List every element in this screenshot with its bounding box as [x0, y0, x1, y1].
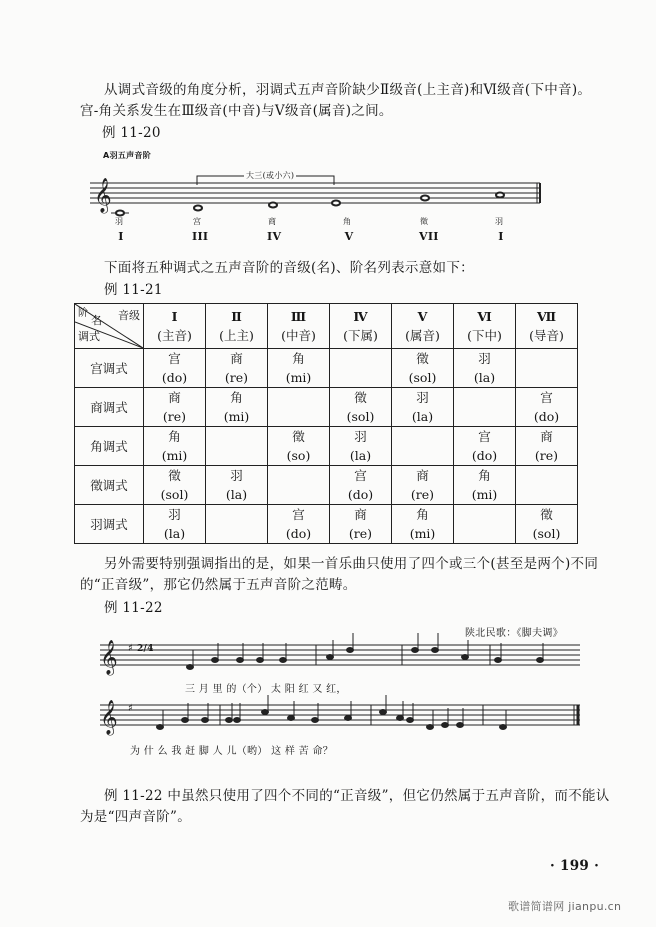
scale-step-cell — [144, 427, 206, 466]
note-head — [347, 648, 354, 653]
degree-numeral: Ⅶ — [536, 309, 557, 324]
scale-degree: I — [118, 230, 124, 243]
scale-step-cell — [392, 388, 454, 427]
time-signature: 2/4 — [137, 644, 154, 654]
step-name: 商 — [416, 468, 429, 483]
solfege: (mi) — [223, 409, 250, 424]
example-label: 例 11-21 — [104, 282, 163, 298]
solfege: (mi) — [409, 526, 436, 541]
scale-step-cell — [454, 505, 516, 544]
note-head — [457, 723, 464, 728]
note-head — [327, 655, 334, 660]
degree-function: (上主) — [219, 328, 254, 343]
example-label: 例 11-20 — [102, 125, 161, 141]
solfege: (do) — [285, 526, 312, 541]
solfege: (re) — [162, 409, 187, 424]
scale-step-cell — [392, 466, 454, 505]
step-name: 宫 — [168, 351, 181, 366]
scale-step-cell — [392, 427, 454, 466]
solfege: (re) — [224, 370, 249, 385]
step-name: 宫 — [540, 390, 553, 405]
scale-step-cell — [144, 349, 206, 388]
paragraph-1-line-1: 从调式音级的角度分析，羽调式五声音阶缺少Ⅱ级音(上主音)和Ⅵ级音(下中音)。 — [104, 82, 592, 98]
degree-header-cell — [330, 304, 392, 349]
scale-step-cell — [392, 505, 454, 544]
mode-name-cell: 角调式 — [75, 427, 144, 466]
note-head — [288, 716, 295, 721]
degree-numeral: Ⅵ — [477, 309, 492, 324]
scale-degree: III — [192, 230, 209, 243]
step-name: 商 — [354, 507, 367, 522]
step-name: 商 — [168, 390, 181, 405]
svg-text:𝄞: 𝄞 — [100, 700, 118, 735]
scale-step-cell — [516, 427, 578, 466]
scale-step-cell — [206, 466, 268, 505]
solfege: (do) — [161, 370, 188, 385]
note-head — [312, 718, 319, 723]
watermark: 歌谱简谱网 jianpu.cn — [508, 900, 622, 913]
scale-step-cell — [330, 505, 392, 544]
note-head — [182, 718, 189, 723]
note-head — [407, 718, 414, 723]
svg-text:𝄞: 𝄞 — [94, 178, 112, 213]
mode-degree-table — [74, 303, 578, 544]
corner-label: 调式 — [78, 330, 100, 343]
step-name: 徵 — [416, 351, 429, 366]
svg-text:𝄞: 𝄞 — [100, 640, 118, 675]
table-row — [75, 505, 578, 544]
note-head — [187, 665, 194, 670]
degree-numeral: Ⅰ — [171, 309, 178, 324]
scale-step-cell — [516, 388, 578, 427]
step-name: 徵 — [354, 390, 367, 405]
degree-header-cell — [268, 304, 330, 349]
svg-text:♯: ♯ — [128, 643, 133, 654]
solfege: (la) — [225, 487, 248, 502]
scale-step-cell — [206, 427, 268, 466]
scale-degree: IV — [267, 230, 282, 243]
table-row — [75, 388, 578, 427]
scale-step-cell — [330, 466, 392, 505]
solfege: (re) — [534, 448, 559, 463]
degree-function: (主音) — [157, 328, 192, 343]
scale-note-name: 徵 — [420, 217, 429, 226]
note-head — [495, 658, 502, 663]
degree-header-cell — [206, 304, 268, 349]
scale-step-cell — [268, 466, 330, 505]
table-row — [75, 466, 578, 505]
solfege: (do) — [533, 409, 560, 424]
step-name: 商 — [230, 351, 243, 366]
solfege: (sol) — [408, 370, 437, 385]
mode-name-cell: 羽调式 — [75, 505, 144, 544]
solfege: (do) — [471, 448, 498, 463]
step-name: 徵 — [292, 429, 305, 444]
step-name: 角 — [416, 507, 429, 522]
table-row — [75, 349, 578, 388]
corner-label: 阶 — [78, 308, 88, 319]
degree-numeral: Ⅱ — [231, 309, 242, 324]
degree-function: (下属) — [343, 328, 378, 343]
scale-note-name: 羽 — [495, 217, 504, 226]
scale-step-cell — [330, 427, 392, 466]
solfege: (mi) — [285, 370, 312, 385]
note-head — [257, 658, 264, 663]
degree-numeral: Ⅴ — [417, 309, 428, 324]
scale-step-cell — [516, 466, 578, 505]
note-head — [397, 716, 404, 721]
lyrics-line-2: 为 什 么 我 赶 脚 人 儿（哟） 这 样 苦 命？ — [130, 746, 334, 757]
note-head — [412, 648, 419, 653]
paragraph-3-line-1: 另外需要特别强调指出的是，如果一首乐曲只使用了四个或三个(甚至是两个)不同 — [104, 556, 599, 572]
solfege: (sol) — [532, 526, 561, 541]
paragraph-4-line-1: 例 11-22 中虽然只使用了四个不同的“正音级”，但它仍然属于五声音阶，而不能认 — [104, 788, 610, 804]
solfege: (mi) — [471, 487, 498, 502]
svg-text:♯: ♯ — [128, 703, 133, 714]
note-head — [262, 710, 269, 715]
scale-step-cell — [206, 349, 268, 388]
corner-label: 名 — [91, 314, 102, 327]
note-head — [237, 658, 244, 663]
step-name: 角 — [168, 429, 181, 444]
scale-step-cell — [268, 427, 330, 466]
paragraph-1-line-2: 宫-角关系发生在Ⅲ级音(中音)与Ⅴ级音(属音)之间。 — [80, 103, 393, 119]
degree-numeral: Ⅳ — [353, 309, 368, 324]
step-name: 羽 — [230, 468, 243, 483]
degree-function: (下中) — [467, 328, 502, 343]
mode-name-cell: 徵调式 — [75, 466, 144, 505]
note-head — [537, 658, 544, 663]
step-name: 角 — [230, 390, 243, 405]
scale-step-cell — [268, 349, 330, 388]
note-head — [280, 658, 287, 663]
page-number: · 199 · — [550, 858, 600, 874]
scale-step-cell — [206, 505, 268, 544]
degree-header-cell — [454, 304, 516, 349]
scale-step-cell — [144, 505, 206, 544]
solfege: (do) — [347, 487, 374, 502]
corner-label: 音级 — [118, 309, 140, 322]
scale-title: A羽五声音阶 — [103, 151, 151, 160]
step-name: 角 — [292, 351, 305, 366]
scale-step-cell — [144, 466, 206, 505]
step-name: 徵 — [168, 468, 181, 483]
degree-numeral: Ⅲ — [290, 309, 307, 324]
step-name: 宫 — [354, 468, 367, 483]
scale-step-cell — [454, 388, 516, 427]
scale-note-name: 羽 — [115, 217, 124, 226]
step-name: 徵 — [540, 507, 553, 522]
step-name: 羽 — [354, 429, 367, 444]
note-head — [500, 725, 507, 730]
interval-bracket-label: 大三(或小六) — [246, 171, 295, 180]
note-head — [226, 718, 233, 723]
solfege: (sol) — [346, 409, 375, 424]
scale-step-cell — [330, 349, 392, 388]
degree-header-cell — [144, 304, 206, 349]
paragraph-4-line-2: 为是“四声音阶”。 — [80, 809, 192, 825]
table-row — [75, 427, 578, 466]
note-head — [345, 716, 352, 721]
scale-step-cell — [454, 427, 516, 466]
scale-degree: I — [498, 230, 504, 243]
note-head — [202, 718, 209, 723]
step-name: 角 — [478, 468, 491, 483]
example-label: 例 11-22 — [104, 600, 163, 616]
lyrics-line-1: 三 月 里 的（个） 太 阳 红 又 红， — [185, 684, 347, 695]
step-name: 商 — [540, 429, 553, 444]
note-head — [432, 648, 439, 653]
solfege: (la) — [163, 526, 186, 541]
scale-step-cell — [144, 388, 206, 427]
scale-note-name: 角 — [343, 217, 352, 226]
scale-degree: V — [344, 230, 354, 243]
solfege: (re) — [410, 487, 435, 502]
scale-note-name: 宫 — [193, 217, 202, 226]
scale-step-cell — [454, 466, 516, 505]
scale-note-name: 商 — [268, 217, 277, 226]
note-head — [462, 655, 469, 660]
note-head — [234, 718, 241, 723]
note-head — [157, 725, 164, 730]
solfege: (la) — [473, 370, 496, 385]
scale-step-cell — [268, 388, 330, 427]
scale-step-cell — [206, 388, 268, 427]
solfege: (la) — [411, 409, 434, 424]
song-source: 陕北民歌：《脚夫调》 — [465, 628, 563, 639]
degree-header-cell — [516, 304, 578, 349]
note-head — [212, 658, 219, 663]
paragraph-3-line-2: 的“正音级”，那它仍然属于五声音阶之范畴。 — [80, 577, 357, 593]
mode-name-cell: 宫调式 — [75, 349, 144, 388]
solfege: (mi) — [161, 448, 188, 463]
degree-header-cell — [392, 304, 454, 349]
solfege: (la) — [349, 448, 372, 463]
degree-function: (导音) — [529, 328, 564, 343]
degree-function: (中音) — [281, 328, 316, 343]
scale-step-cell — [268, 505, 330, 544]
corner-header-cell — [75, 304, 144, 349]
scale-step-cell — [516, 505, 578, 544]
solfege: (re) — [348, 526, 373, 541]
solfege: (sol) — [160, 487, 189, 502]
degree-function: (属音) — [405, 328, 440, 343]
paragraph-2: 下面将五种调式之五声音阶的音级(名)、阶名列表示意如下： — [104, 260, 474, 276]
mode-name-cell: 商调式 — [75, 388, 144, 427]
step-name: 宫 — [292, 507, 305, 522]
note-head — [442, 723, 449, 728]
scale-step-cell — [330, 388, 392, 427]
scale-degree: VII — [419, 230, 439, 243]
note-head — [427, 725, 434, 730]
step-name: 宫 — [478, 429, 491, 444]
step-name: 羽 — [416, 390, 429, 405]
scale-step-cell — [454, 349, 516, 388]
step-name: 羽 — [168, 507, 181, 522]
solfege: (so) — [286, 448, 311, 463]
note-head — [380, 710, 387, 715]
scale-step-cell — [392, 349, 454, 388]
scale-step-cell — [516, 349, 578, 388]
step-name: 羽 — [478, 351, 491, 366]
